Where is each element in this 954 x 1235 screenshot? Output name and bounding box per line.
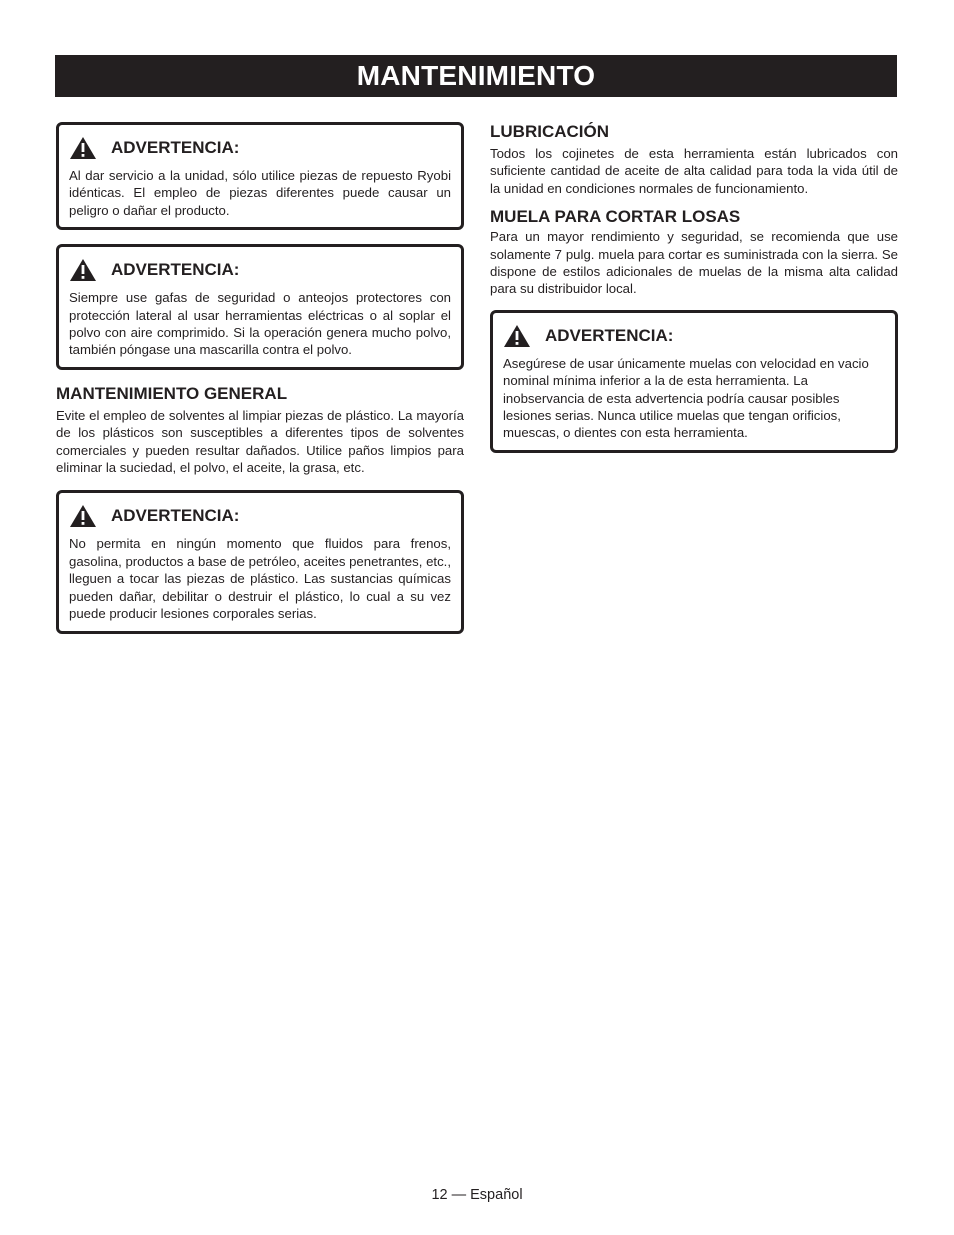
warning-title: ADVERTENCIA:	[111, 506, 240, 526]
warning-box-chemicals	[56, 490, 464, 633]
section-text-blade: Para un mayor rendimiento y seguridad, se recomienda que use solamente 7 pulg. muela para cortar es suministrada con la sierra. Se dispone de estilos adicionales de muelas de la misma alta calidad para su distribuidor local.	[490, 229, 898, 297]
left-column	[56, 122, 464, 648]
warning-header	[501, 323, 887, 349]
warning-triangle-icon	[69, 258, 97, 282]
warning-title: ADVERTENCIA:	[545, 325, 674, 345]
section-text-general-maintenance: Evite el empleo de solventes al limpiar piezas de plástico. La mayoría de los plásticos son susceptibles a diferentes tipos de solventes comerciales y pueden resultar dañados. Utilice paños limpios para eliminar la suciedad, el polvo, el aceite, la grasa, etc.	[56, 407, 464, 476]
section-heading-blade: MUELA PARA CORTAR LOSAS	[490, 207, 741, 227]
warning-triangle-icon	[69, 504, 97, 528]
section-heading-general-maintenance: MANTENIMIENTO GENERAL	[56, 383, 288, 403]
section-heading-lubrication: LUBRICACIÓN	[490, 122, 609, 141]
warning-title: ADVERTENCIA:	[111, 260, 240, 280]
warning-title: ADVERTENCIA:	[111, 138, 240, 157]
warning-header	[67, 503, 453, 529]
warning-header	[67, 135, 453, 161]
warning-box-safety-glasses	[56, 244, 464, 370]
warning-text: Al dar servicio a la unidad, sólo utilice piezas de repuesto Ryobi idénticas. El empleo de piezas diferentes puede causar un peligro o dañar el producto.	[69, 168, 451, 218]
warning-box-replacement-parts	[56, 122, 464, 230]
right-column	[490, 122, 898, 467]
page-title: MANTENIMIENTO	[55, 55, 897, 97]
warning-triangle-icon	[503, 324, 531, 348]
page-footer: 12 — Español	[431, 1187, 523, 1203]
warning-text: Siempre use gafas de seguridad o anteojos protectores con protección lateral al usar herramientas eléctricas o al soplar el polvo con aire comprimido. Si la operación genera mucho polvo, también póngase una mascarilla contra el polvo.	[69, 290, 451, 358]
warning-text: No permita en ningún momento que fluidos para frenos, gasolina, productos a base de petróleo, aceites penetrantes, etc., lleguen a tocar las piezas de plástico. Las sustancias químicas pueden dañar, debilitar o destruir el plástico, lo cual a su vez puede producir lesiones corporales serias.	[69, 536, 451, 622]
section-text-lubrication: Todos los cojinetes de esta herramienta están lubricados con suficiente cantidad de aceite de alta calidad para toda la vida útil de la unidad en condiciones normales de funcionamiento.	[490, 146, 898, 196]
warning-text: Asegúrese de usar únicamente muelas con velocidad en vacio nominal mínima inferior a la de esta herramienta. La inobservancia de esta advertencia podría causar posibles lesiones serias. Nunca utilice muelas que tengan orificios, muescas, o dientes con esta herramienta.	[503, 355, 869, 441]
warning-box-blade-speed	[490, 310, 898, 453]
warning-triangle-icon	[69, 136, 97, 160]
warning-header	[67, 257, 453, 283]
